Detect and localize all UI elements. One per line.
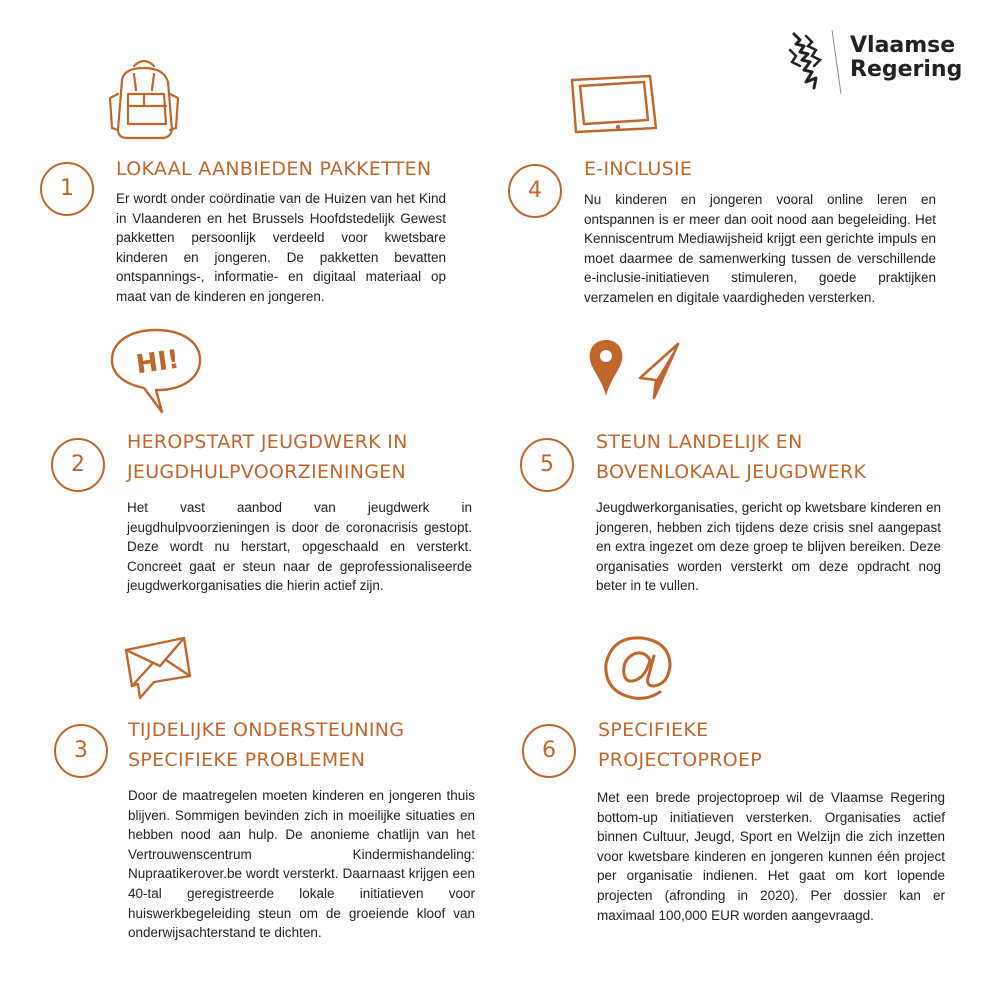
section-2-number: 2 xyxy=(51,438,105,492)
section-5-title xyxy=(596,427,866,487)
section-3-title-line-1: TIJDELIJKE ONDERSTEUNING xyxy=(128,719,405,741)
location-navigation-icon xyxy=(584,336,690,402)
logo-text xyxy=(850,34,962,82)
section-5-body: Jeugdwerkorganisaties, gericht op kwetsbare kinderen en jongeren, hebben zich tijdens deze crisis snel aangepast en extra ingezet om deze groep te blijven bereiken. Deze organisaties worden versterkt om deze opdracht nog beter in te vullen. xyxy=(596,500,941,594)
logo-line-2: Regering xyxy=(850,57,963,82)
logo-line-1: Vlaamse xyxy=(850,33,956,58)
section-3-number: 3 xyxy=(54,724,108,778)
speech-bubble-text: HI! xyxy=(134,344,182,381)
section-3-title-line-2: SPECIFIEKE PROBLEMEN xyxy=(128,749,366,771)
envelope-icon xyxy=(120,630,196,706)
section-1-number: 1 xyxy=(40,162,94,216)
section-6-title-line-1: SPECIFIEKE xyxy=(598,719,709,741)
section-2-title xyxy=(127,427,408,487)
section-6-body: Met een brede projectoproep wil de Vlaamse Regering bottom-up initiatieven versterken. Organisaties actief binnen Cultuur, Jeugd, Sport en Welzijn die zich inzetten voor kwetsbare kinderen en jongeren kunnen één project per organisatie indienen. Het gaat om kort lopende projecten (afronding in 2020). Per dossier kan er maximaal 100,000 EUR worden aangevraagd. xyxy=(597,790,945,923)
section-6-number: 6 xyxy=(522,724,576,778)
tablet-icon xyxy=(566,72,660,136)
backpack-icon xyxy=(104,54,184,144)
section-2-title-line-1: HEROPSTART JEUGDWERK IN xyxy=(127,431,408,453)
section-4-number: 4 xyxy=(508,164,562,218)
section-2-body: Het vast aanbod van jeugdwerk in jeugdhulpvoorzieningen is door de coronacrisis gestopt. Deze wordt nu herstart, opgeschaald en versterkt. Concreet gaat er steun naar de geprofessionaliseerde jeugdwerkorganisaties die hierin actief zijn. xyxy=(127,500,472,594)
section-6-title xyxy=(598,715,762,775)
at-sign-icon xyxy=(598,630,678,706)
section-3-body: Door de maatregelen moeten kinderen en jongeren thuis blijven. Sommigen bevinden zich in moeilijke situaties en hebben nood aan hulp. De anonieme chatlijn van het Vertrouwenscentrum Kindermishandeling: Nupraatikerover.be wordt versterkt. Daarnaast krijgen een 40-tal geregistreerde lokale initiatieven voor huiswerkbegeleiding steun om de groeiende kloof van onderwijsachterstand te dichten. xyxy=(128,788,475,941)
section-5-title-line-2: BOVENLOKAAL JEUGDWERK xyxy=(596,461,867,483)
section-2-title-line-2: JEUGDHULPVOORZIENINGEN xyxy=(127,461,407,483)
section-1-body: Er wordt onder coördinatie van de Huizen van het Kind in Vlaanderen en het Brussels Hoofdstedelijk Gewest pakketten persoonlijk verdeeld voor kwetsbare kinderen en jongeren. De pakketten bevatten ontspannings-, informatie- en digitaal materiaal op maat van de kinderen en jongeren. xyxy=(116,191,446,304)
lion-icon xyxy=(786,30,830,92)
section-5-number: 5 xyxy=(520,438,574,492)
section-3-title xyxy=(128,715,404,775)
vlaamse-regering-logo xyxy=(786,26,966,96)
logo-divider xyxy=(832,30,842,94)
section-4-body: Nu kinderen en jongeren vooral online leren en ontspannen is er meer dan ooit nood aan begeleiding. Het Kenniscentrum Mediawijsheid krijgt een gerichte impuls en moet daarmee de samenwerking tussen de verschillende e-inclusie-initiatieven stimuleren, goede praktijken verzamelen en digitale vaardigheden versterken. xyxy=(584,192,936,305)
section-1-title: LOKAAL AANBIEDEN PAKKETTEN xyxy=(116,158,432,180)
section-4-title: E-INCLUSIE xyxy=(584,158,693,180)
section-6-title-line-2: PROJECTOPROEP xyxy=(598,749,763,771)
speech-bubble-icon xyxy=(106,324,206,418)
section-5-title-line-1: STEUN LANDELIJK EN xyxy=(596,431,803,453)
